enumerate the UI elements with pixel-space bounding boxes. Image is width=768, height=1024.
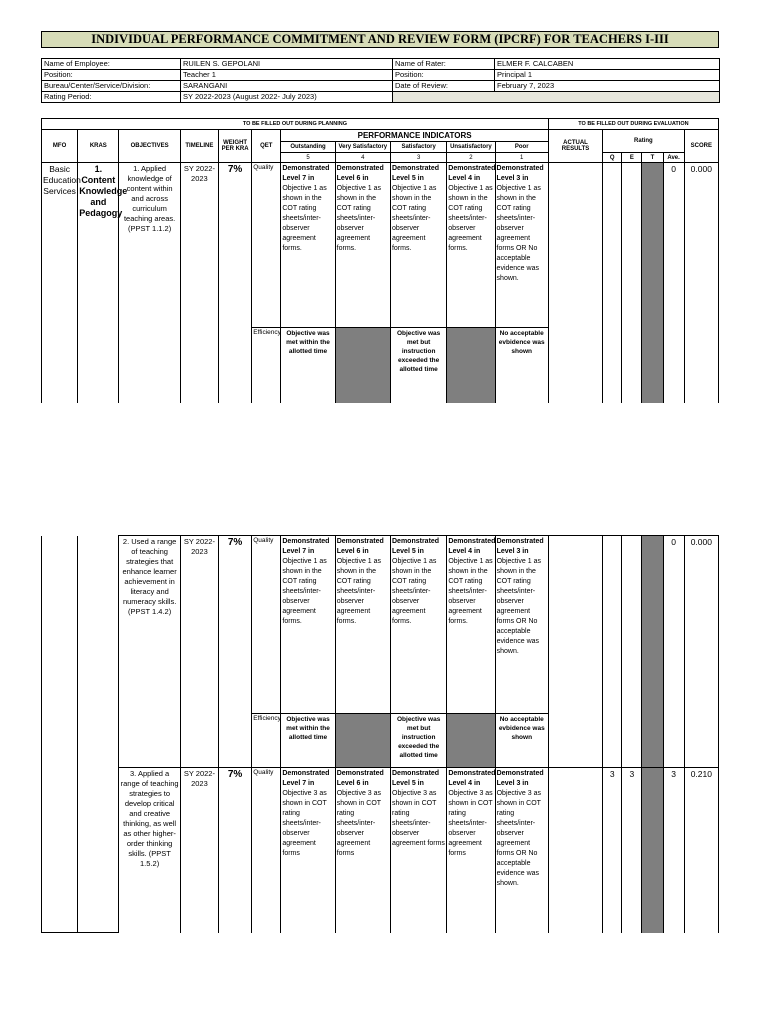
efficiency-unsatisfactory-2	[447, 714, 495, 768]
score-3: 0.210	[684, 768, 718, 933]
weight-header: WEIGHT PER KRA	[219, 130, 252, 163]
satisfactory-desc-1: Demonstrated Level 5 in Objective 1 as shown in the COT rating sheets/inter-observer agreement forms.	[390, 163, 446, 328]
efficiency-very-satisfactory-1	[335, 328, 390, 403]
qet-efficiency-2: Efficiency	[252, 714, 281, 768]
rating-e-3: 3	[622, 768, 642, 933]
poor-header: Poor	[495, 142, 548, 153]
poor-desc-1: Demonstrated Level 3 in Objective 1 as shown in the COT rating sheets/inter-observer agreement forms OR No acceptable evidence was shown.	[495, 163, 548, 328]
kra-continued	[78, 536, 119, 933]
rating-t-1	[642, 163, 663, 403]
form-title: INDIVIDUAL PERFORMANCE COMMITMENT AND REVIEW FORM (IPCRF) FOR TEACHERS I-III	[41, 31, 719, 48]
efficiency-unsatisfactory-1	[447, 328, 495, 403]
ave-header: Ave.	[663, 153, 684, 163]
scale-2: 2	[447, 153, 495, 163]
unsatisfactory-desc-1: Demonstrated Level 4 in Objective 1 as shown in the COT rating sheets/inter-observer agreement forms.	[447, 163, 495, 328]
kra-cell: 1. Content Knowledge and Pedagogy	[78, 163, 119, 403]
unsatisfactory-desc-2: Demonstrated Level 4 in Objective 1 as shown in the COT rating sheets/inter-observer agreement forms.	[447, 536, 495, 714]
performance-table-page2	[41, 535, 719, 933]
rating-period-label: Rating Period:	[42, 92, 181, 103]
bureau-value: SARANGANI	[181, 81, 393, 92]
poor-desc-3: Demonstrated Level 3 in Objective 3 as shown in COT rating sheets/inter-observer agreement forms OR No acceptable evidence was shown.	[495, 768, 548, 933]
weight-1: 7%	[219, 163, 252, 403]
scale-4: 4	[335, 153, 390, 163]
efficiency-outstanding-2: Objective was met within the allotted time	[281, 714, 335, 768]
efficiency-outstanding-1: Objective was met within the allotted time	[281, 328, 335, 403]
rating-ave-3: 3	[663, 768, 684, 933]
actual-results-1	[548, 163, 602, 403]
rating-period: SY 2022-2023 (August 2022- July 2023)	[181, 92, 393, 103]
mfo-cell: Basic Education Services	[42, 163, 78, 403]
review-date-label: Date of Review:	[393, 81, 495, 92]
efficiency-poor-2: No acceptable evbidence was shown	[495, 714, 548, 768]
weight-3: 7%	[219, 768, 252, 933]
rater-label: Name of Rater:	[393, 59, 495, 70]
satisfactory-header: Satisfactory	[390, 142, 446, 153]
very-satisfactory-header: Very Satisfactory	[335, 142, 390, 153]
mfo-continued	[42, 536, 78, 933]
rating-t-3	[642, 768, 663, 933]
outstanding-desc-2: Demonstrated Level 7 in Objective 1 as shown in the COT rating sheets/inter-observer agreement forms.	[281, 536, 335, 714]
timeline-2: SY 2022-2023	[180, 536, 218, 768]
rating-ave-2: 0	[663, 536, 684, 768]
satisfactory-desc-2: Demonstrated Level 5 in Objective 1 as shown in the COT rating sheets/inter-observer agreement forms.	[391, 536, 447, 714]
blank-shaded-cell	[393, 92, 720, 103]
weight-2: 7%	[219, 536, 252, 768]
satisfactory-desc-3: Demonstrated Level 5 in Objective 3 as shown in COT rating sheets/inter-observer agreement forms	[391, 768, 447, 933]
scale-3: 3	[390, 153, 446, 163]
efficiency-satisfactory-2: Objective was met but instruction exceeded the allotted time	[391, 714, 447, 768]
rating-q-3: 3	[603, 768, 622, 933]
outstanding-desc-3: Demonstrated Level 7 in Objective 3 as shown in COT rating sheets/inter-observer agreement forms	[281, 768, 335, 933]
timeline-1: SY 2022-2023	[180, 163, 218, 403]
scale-5: 5	[281, 153, 335, 163]
rating-ave-1: 0	[663, 163, 684, 403]
employee-name: RUILEN S. GEPOLANI	[181, 59, 393, 70]
outstanding-header: Outstanding	[281, 142, 335, 153]
objectives-header: OBJECTIVES	[119, 130, 180, 163]
performance-table-page1	[41, 118, 719, 403]
e-header: E	[622, 153, 642, 163]
bureau-label: Bureau/Center/Service/Division:	[42, 81, 181, 92]
t-header: T	[642, 153, 663, 163]
employee-info-table	[41, 58, 720, 103]
qet-header: QET	[252, 130, 281, 163]
actual-results-2	[548, 536, 602, 768]
position-label: Position:	[42, 70, 181, 81]
qet-quality-1: Quality	[252, 163, 281, 328]
employee-label: Name of Employee:	[42, 59, 181, 70]
planning-header: TO BE FILLED OUT DURING PLANNING	[42, 119, 549, 130]
very-satisfactory-desc-3: Demonstrated Level 6 in Objective 3 as shown in COT rating sheets/inter-observer agreement forms	[335, 768, 390, 933]
rating-q-2	[603, 536, 622, 768]
scale-1: 1	[495, 153, 548, 163]
objective-3: 3. Applied a range of teaching strategies to develop critical and creative thinking, as well as other higher-order thinking skills. (PPST 1.5.2)	[119, 768, 180, 933]
rating-header: Rating	[603, 130, 684, 153]
actual-results-3	[548, 768, 602, 933]
timeline-3: SY 2022-2023	[180, 768, 218, 933]
rating-t-2	[642, 536, 663, 768]
very-satisfactory-desc-2: Demonstrated Level 6 in Objective 1 as shown in the COT rating sheets/inter-observer agreement forms.	[335, 536, 390, 714]
objective-1: 1. Applied knowledge of content within and across curriculum teaching areas. (PPST 1.1.2)	[119, 163, 180, 403]
rater-position-label: Position:	[393, 70, 495, 81]
rating-q-1	[603, 163, 622, 403]
unsatisfactory-header: Unsatisfactory	[447, 142, 495, 153]
q-header: Q	[603, 153, 622, 163]
score-1: 0.000	[684, 163, 718, 403]
efficiency-poor-1: No acceptable evbidence was shown	[495, 328, 548, 403]
timeline-header: TIMELINE	[180, 130, 218, 163]
evaluation-header: TO BE FILLED OUT DURING EVALUATION	[548, 119, 718, 130]
performance-indicators-header: PERFORMANCE INDICATORS	[281, 130, 549, 142]
score-2: 0.000	[684, 536, 718, 768]
actual-results-header: ACTUAL RESULTS	[548, 130, 602, 163]
efficiency-satisfactory-1: Objective was met but instruction exceeded the allotted time	[390, 328, 446, 403]
efficiency-very-satisfactory-2	[335, 714, 390, 768]
employee-position: Teacher 1	[181, 70, 393, 81]
qet-quality-3: Quality	[252, 768, 281, 933]
rater-name: ELMER F. CALCABEN	[495, 59, 720, 70]
mfo-header: MFO	[42, 130, 78, 163]
rating-e-1	[622, 163, 642, 403]
outstanding-desc-1: Demonstrated Level 7 in Objective 1 as shown in the COT rating sheets/inter-observer agreement forms.	[281, 163, 335, 328]
unsatisfactory-desc-3: Demonstrated Level 4 in Objective 3 as shown in COT rating sheets/inter-observer agreement forms	[447, 768, 495, 933]
poor-desc-2: Demonstrated Level 3 in Objective 1 as shown in the COT rating sheets/inter-observer agreement forms OR No acceptable evidence was shown.	[495, 536, 548, 714]
objective-2: 2. Used a range of teaching strategies that enhance learner achievement in literacy and numeracy skills. (PPST 1.4.2)	[119, 536, 180, 768]
rater-position: Principal 1	[495, 70, 720, 81]
very-satisfactory-desc-1: Demonstrated Level 6 in Objective 1 as shown in the COT rating sheets/inter-observer agreement forms.	[335, 163, 390, 328]
qet-quality-2: Quality	[252, 536, 281, 714]
review-date: February 7, 2023	[495, 81, 720, 92]
kras-header: KRAS	[78, 130, 119, 163]
score-header: SCORE	[684, 130, 718, 163]
qet-efficiency-1: Efficiency	[252, 328, 281, 403]
rating-e-2	[622, 536, 642, 768]
